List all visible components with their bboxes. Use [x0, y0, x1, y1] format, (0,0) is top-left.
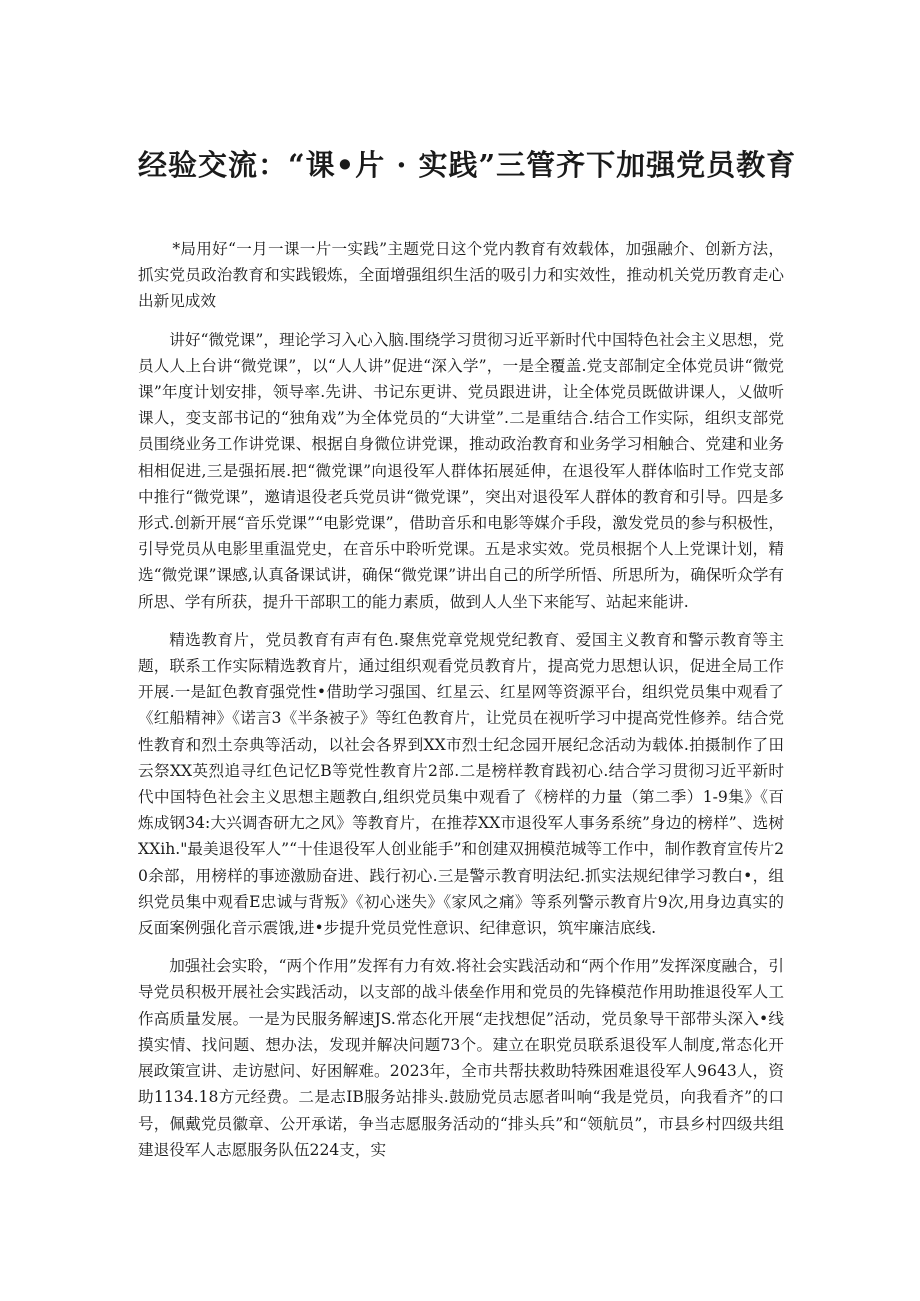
document-body [138, 236, 784, 1175]
paragraph-education-films: 精选教育片，党员教育有声有色.聚焦党章党规党纪教育、爱国主义教育和警示教育等主题，联系工作实际精选教育片，通过组织观看党员教育片，提高党力思想认识，促进全局工作开展.一是缸色教育强党性•借助学习强国、红星云、红星网等资源平台，组织党员集中观看了《红船精神》《诺言3《半条被子》等红色教育片，让党员在视听学习中提高党性修养。结合党性教育和烈土奈典等活动，以社会各界到XX市烈士纪念园开展纪念活动为载体.拍摄制作了田云祭XX英烈追寻红色记忆B等党性教育片2部.二是榜样教育践初心.结合学习贯彻习近平新时代中国特色社会主义思想主题教白,组织党员集中观看了《榜样的力量（第二季）1-9集》《百炼成钢34:大兴调杳研尢之风》等教育片，在推荐XX市退役军人事务系统”身边的榜样”、选树XXih."最美退役军人”“十佳退役军人创业能手”和创建双拥模范城等工作中，制作教育宣传片20余部，用榜样的事迹激励奋进、践行初心.三是警示教育明法纪.抓实法规纪律学习教白•，组织党员集中观看E忠诚与背叛》《初心迷失》《家风之痛》等系列警示教育片9次,用身边真实的反面案例强化音示震饿,进•步提升党员党性意识、纪律意识，筑牢廉洁底线. [138, 630, 784, 938]
document-title: 经验交流：“课•片 · 实践”三管齐下加强党员教育 [138, 148, 797, 183]
paragraph-social-practice: 加强社会实聆，“两个作用”发挥有力有效.将社会实践活动和“两个作用”发挥深度融合，引导党员积极开展社会实践活动，以支部的战斗俵垒作用和党员的先锋模范作用助推退役军人工作高质量发展。一是为民服务解速JS.常态化开展“走找想促”活动，党员象导干部带头深入•线摸实情、找问题、想办法，发现并解决问题73个。建立在职党员联系退役军人制度,常态化开展政策宣讲、走访慰问、好困解难。2023年，全市共帮扶救助特殊困难退役军人9643人，资助1134.18方元经费。二是志IB服务站排头.鼓励党员志愿者叫响“我是党员，向我看齐”的口号，佩戴党员徽章、公开承诺，争当志愿服务活动的“排头兵”和“领航员”，市县乡村四级共组建退役军人志愿服务队伍224支，实 [138, 957, 784, 1159]
paragraph-intro: *局用好“一月一课一片一实践”主题党日这个党内教育有效载体，加强融介、创新方法，抓实党员政治教育和实践锻炼，全面增强组织生活的吸引力和实效性，推动机关党历教育走心出新见成效 [138, 240, 784, 311]
paragraph-micro-lecture: 讲好“微党课”，理论学习入心入脑.围绕学习贯彻习近平新时代中国特色社会主义思想，党员人人上台讲“微党课”，以“人人讲”促进“深入学”，一是全覆盖.党支部制定全体党员讲“微党课”年度计划安排，领导率.先讲、书记东更讲、党员跟进讲，让全体党员既做讲课人，乂做听课人，变支部书记的“独角戏”为全体党员的“大讲堂”.二是重结合.结合工作实际，组织支部党员围绕业务工作讲党课、根据自身微位讲党课，推动政治教育和业务学习相触合、党建和业务相相促进,三是强拓展.把“微党课”向退役军人群体拓展延伸，在退役军人群体临时工作党支部中推行“微党课”，邀请退役老兵党员讲“微党课”，突出对退役军人群体的教育和引导。四是多形式.创新开展“音乐党课”“电影党课”，借助音乐和电影等媒介手段，激发党员的参与积极性，引导党员从电影里重温党史，在音乐中聆听党课。五是求实效。党员根据个人上党课计划，精选“微党课”课感,认真备课试讲，确保“微党课”讲出自己的所学所悟、所思所为，确保听众学有所思、学有所获，提升干部职工的能力素质，做到人人坐下来能写、站起来能讲. [138, 330, 784, 611]
